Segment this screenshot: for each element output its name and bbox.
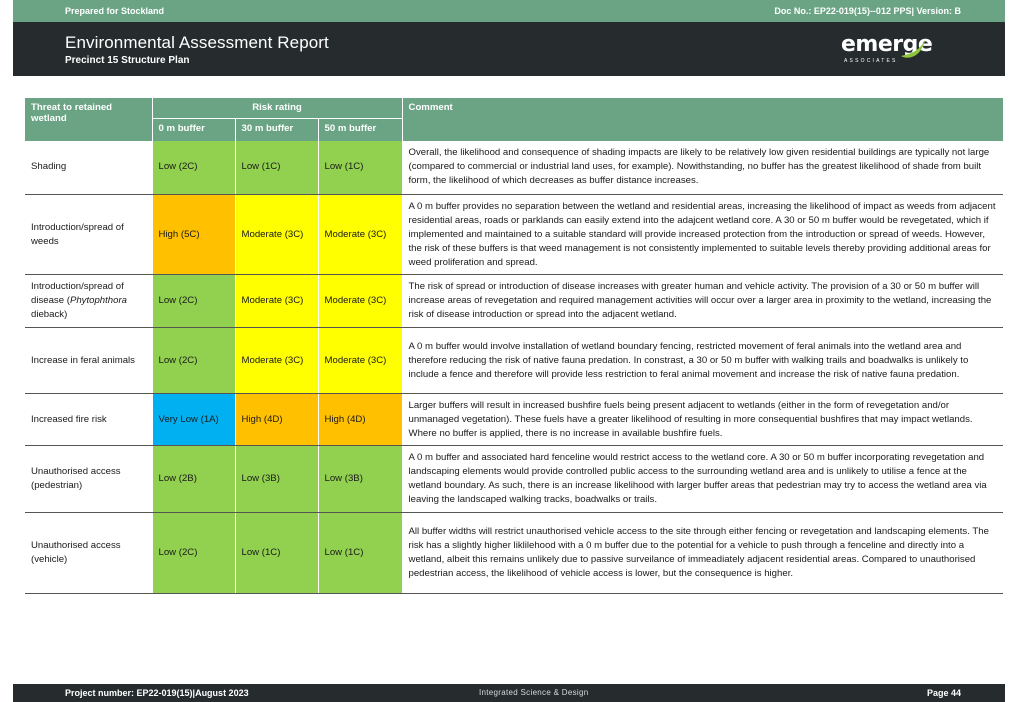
report-title: Environmental Assessment Report: [65, 33, 329, 52]
risk-table: [25, 98, 1003, 594]
rating-cell: Moderate (3C): [318, 195, 402, 275]
table-row: [25, 394, 1003, 446]
rating-cell: Moderate (3C): [318, 328, 402, 394]
logo-wordmark: emerge: [841, 32, 933, 57]
header-threat: Threat to retained wetland: [25, 98, 152, 141]
footer: [13, 684, 1005, 702]
rating-cell: Low (1C): [318, 513, 402, 594]
rating-cell: High (4D): [318, 394, 402, 446]
rating-cell: Low (1C): [235, 141, 318, 195]
report-subtitle: Precinct 15 Structure Plan: [65, 55, 190, 66]
threat-cell: Unauthorised access (pedestrian): [25, 446, 152, 513]
threat-cell: Increase in feral animals: [25, 328, 152, 394]
comment-cell: All buffer widths will restrict unauthorised vehicle access to the site through either fencing or revegetation and landscaping elements. The risk has a slightly higher liklilehood with a 0 m buffer due to the potential for a vehicle to push through a fenceline and directly into a wetland, albeit this remains unlikely due to passive surveilance of immeadiately adjacent residential areas. Compared to unauthorised pedestrian access, the likelihood of vehicle access is lower, but the consequence is higher.: [402, 513, 1003, 594]
threat-cell: Introduction/spread of weeds: [25, 195, 152, 275]
rating-cell: Low (3B): [318, 446, 402, 513]
page-number: Page 44: [926, 688, 961, 698]
rating-cell: Moderate (3C): [318, 275, 402, 328]
emerge-logo: [841, 30, 931, 64]
rating-cell: Low (2C): [152, 141, 235, 195]
comment-cell: A 0 m buffer provides no separation between the wetland and residential areas, increasing the likelihood of impact as weeds from adjacent residential areas, roads or parklands can easily extend into the adajcent wetland core. A 30 or 50 m buffer would be revegetated, which if implemented and maintained to a suitable standard will provide increased protection from the introduction or spread of weeds. However, the risk of these buffers is that weed management is not consistently implemented to suitable levels thereby providing additional areas for weed proliferation and spread.: [402, 195, 1003, 275]
rating-cell: Very Low (1A): [152, 394, 235, 446]
table-row: [25, 513, 1003, 594]
rating-cell: High (5C): [152, 195, 235, 275]
threat-cell: Unauthorised access (vehicle): [25, 513, 152, 594]
threat-cell: Increased fire risk: [25, 394, 152, 446]
comment-cell: The risk of spread or introduction of disease increases with greater human and vehicle activity. The provision of a 30 or 50 m buffer will increase areas of revegetation and required management activities will occur over a larger area in proximity to the wetland, increasing the risk of disease introduction or spread into the adjacent wetland.: [402, 275, 1003, 328]
report-header: [13, 22, 1005, 76]
top-bar: [13, 0, 1005, 22]
prepared-for: Prepared for Stockland: [65, 6, 165, 16]
rating-cell: Low (2C): [152, 275, 235, 328]
rating-cell: Low (2C): [152, 513, 235, 594]
project-number: Project number: EP22-019(15)|August 2023: [65, 688, 249, 698]
threat-cell: Shading: [25, 141, 152, 195]
doc-number: Doc No.: EP22-019(15)--012 PPS| Version: B: [774, 6, 961, 16]
logo-swoosh-icon: [897, 34, 929, 62]
comment-cell: Larger buffers will result in increased bushfire fuels being present adjacent to wetlands (either in the form of revegetation and/or unmanaged vegetation). These fuels have a greater likelihood of resulting in more consequential bushfires that may impact wetlands. Where no buffer is applied, there is no increase in available bushfire fuels.: [402, 394, 1003, 446]
rating-cell: Low (3B): [235, 446, 318, 513]
threat-italic-text: Phytophthora: [69, 295, 128, 306]
comment-cell: A 0 m buffer would involve installation of wetland boundary fencing, restricted movement of feral animals into the wetland area and therefore reducing the risk of native fauna predation. In constrast, a 30 or 50 m buffer with walking trails and boadwalks is unlikely to include a fence and therefore will provide less restriction to feral animal movement and increase the risk of native fauna predation.: [402, 328, 1003, 394]
rating-cell: High (4D): [235, 394, 318, 446]
comment-cell: A 0 m buffer and associated hard fenceline would restrict access to the wetland core. A 30 or 50 m buffer incorporating revegetation and landscaping elements would provide controlled public access to the surrounding wetland area and is unlikely to utilise a fence at the wetland boundary. As such, there is an increase likelihood with larger buffer areas that pedestrian may try to access the wetland area via leaving the landscaped walking tracks, boadwalks or trails.: [402, 446, 1003, 513]
table-row: [25, 275, 1003, 328]
rating-cell: Moderate (3C): [235, 275, 318, 328]
rating-cell: Low (1C): [235, 513, 318, 594]
rating-cell: Low (1C): [318, 141, 402, 195]
footer-tagline: Integrated Science & Design: [479, 688, 589, 697]
rating-cell: Low (2C): [152, 328, 235, 394]
header-buffer-0: 0 m buffer: [152, 118, 235, 141]
comment-cell: Overall, the likelihood and consequence of shading impacts are likely to be relatively low given residential buildings are typically not large (compared to commercial or industrial land uses, for example). Nowithstanding, no buffer has the greatest likelihood of shade from built form, the likelihood of which decreases as buffer distance increases.: [402, 141, 1003, 195]
table-row: [25, 328, 1003, 394]
header-risk-rating: Risk rating: [152, 98, 402, 118]
rating-cell: Low (2B): [152, 446, 235, 513]
table-row: [25, 446, 1003, 513]
threat-text-end: dieback): [31, 309, 68, 320]
rating-cell: Moderate (3C): [235, 195, 318, 275]
rating-cell: Moderate (3C): [235, 328, 318, 394]
threat-text: Introduction/spread of disease (: [31, 281, 124, 306]
threat-cell: [25, 275, 152, 328]
header-buffer-30: 30 m buffer: [235, 118, 318, 141]
header-buffer-50: 50 m buffer: [318, 118, 402, 141]
logo-subtitle: ASSOCIATES: [844, 58, 898, 64]
table-row: [25, 195, 1003, 275]
table-row: [25, 141, 1003, 195]
header-comment: Comment: [402, 98, 1003, 141]
